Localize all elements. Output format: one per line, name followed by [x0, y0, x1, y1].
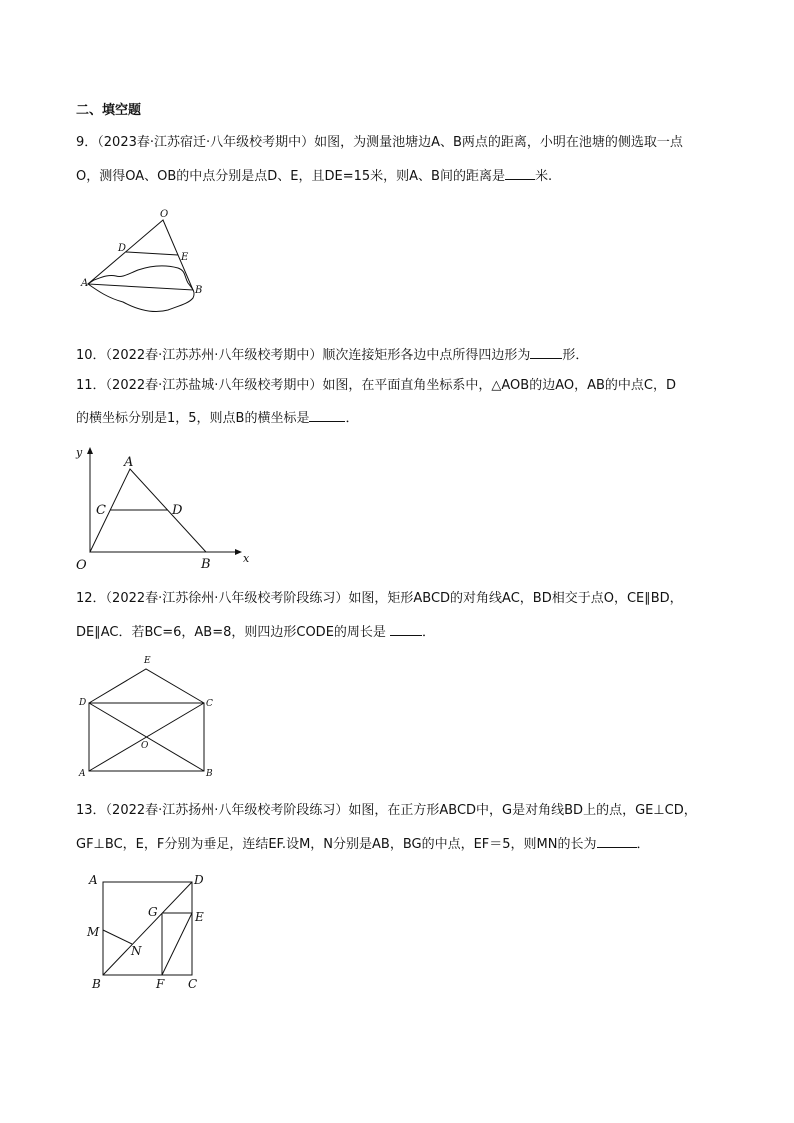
q12-end: ． — [422, 625, 436, 640]
q13-label-b: B — [92, 977, 101, 991]
q10-answer-blank[interactable] — [530, 346, 562, 359]
q9-line2 — [76, 167, 552, 185]
q9-label-b: B — [195, 285, 203, 296]
q11-answer-blank[interactable] — [309, 409, 345, 422]
q13-label-a: A — [89, 873, 98, 887]
q9-segment-de — [126, 252, 178, 255]
q13-line1: 13．（2022春·江苏扬州·八年级校考阶段练习）如图，在正方形ABCD中，G是对角线BD上的点，GE⊥CD， — [76, 803, 697, 818]
q13-label-m: M — [87, 925, 100, 939]
q11-x-arrow — [235, 549, 242, 555]
q13-segments-ge-ef — [162, 913, 192, 975]
q13-answer-blank[interactable] — [597, 835, 637, 848]
q9-figure — [78, 206, 218, 318]
q12-label-o: O — [141, 741, 149, 751]
q11-label-a: A — [124, 455, 134, 470]
q11-label-x: x — [243, 552, 250, 565]
q13-end: ． — [636, 837, 650, 852]
q12-answer-blank[interactable] — [390, 623, 422, 636]
q12-line2 — [76, 623, 435, 641]
q11-line2-text: 的横坐标分别是1，5，则点B的横坐标是 — [76, 411, 310, 426]
q12-line1: 12．（2022春·江苏徐州·八年级校考阶段练习）如图，矩形ABCD的对角线AC，BD相交于点O，CE∥BD， — [76, 591, 683, 606]
q10-end: 形． — [562, 348, 589, 363]
q13-label-c: C — [188, 977, 198, 991]
q11-y-arrow — [87, 447, 93, 454]
q9-label-a: A — [81, 278, 89, 289]
q12-label-a: A — [79, 769, 86, 779]
q10-line — [76, 346, 588, 364]
q13-line2 — [76, 835, 650, 853]
q11-figure — [70, 444, 250, 574]
q12-figure — [74, 650, 218, 782]
q9-answer-blank[interactable] — [505, 167, 535, 180]
q13-label-f: F — [156, 977, 165, 991]
q12-label-e: E — [144, 656, 151, 666]
q13-diagonal-bd — [103, 882, 192, 975]
q13-label-d: D — [194, 873, 204, 887]
q11-label-c: C — [96, 503, 106, 518]
q9-line2-end: 米. — [534, 169, 553, 184]
q11-line2 — [76, 409, 358, 427]
q11-end: ． — [345, 411, 359, 426]
q13-line2-text: GF⊥BC，E，F分别为垂足，连结EF.设M，N分别是AB，BG的中点，EF＝5，则MN的长为 — [76, 837, 597, 852]
q13-figure — [84, 868, 214, 998]
q9-label-e: E — [181, 252, 189, 263]
q9-source: 9．（2023春·江苏宿迁·八年级校考期中） — [76, 135, 315, 150]
q10-text: 10．（2022春·江苏苏州·八年级校考期中）顺次连接矩形各边中点所得四边形为 — [76, 348, 531, 363]
section-heading: 二、填空题 — [76, 103, 142, 118]
q12-label-d: D — [79, 698, 87, 708]
q11-line1: 11．（2022春·江苏盐城·八年级校考期中）如图，在平面直角坐标系中，△AOB的边AO，AB的中点C，D — [76, 378, 677, 393]
q9-line2-text: O，测得OA、OB的中点分别是点D、E，且DE=15米，则A、B间的距离是 — [76, 169, 505, 184]
q11-label-o: O — [76, 558, 87, 573]
q9-line1 — [76, 135, 683, 151]
q13-label-e: E — [195, 910, 204, 924]
q12-segments-de-ce — [89, 669, 204, 703]
q12-label-b: B — [206, 769, 213, 779]
q12-line2-text: DE∥AC．若BC=6，AB=8，则四边形CODE的周长是 — [76, 625, 386, 640]
q9-label-d: D — [118, 243, 127, 254]
q13-label-n: N — [131, 944, 142, 958]
q13-label-g: G — [148, 905, 158, 919]
q11-label-d: D — [172, 503, 183, 518]
q13-segment-mn — [103, 930, 132, 944]
q12-label-c: C — [206, 699, 213, 709]
q11-label-b: B — [201, 557, 211, 572]
q9-line1-text: 如图，为测量池塘边A、B两点的距离，小明在池塘的侧选取一点 — [314, 135, 683, 150]
q9-label-o: O — [160, 209, 169, 220]
q11-label-y: y — [76, 446, 83, 459]
